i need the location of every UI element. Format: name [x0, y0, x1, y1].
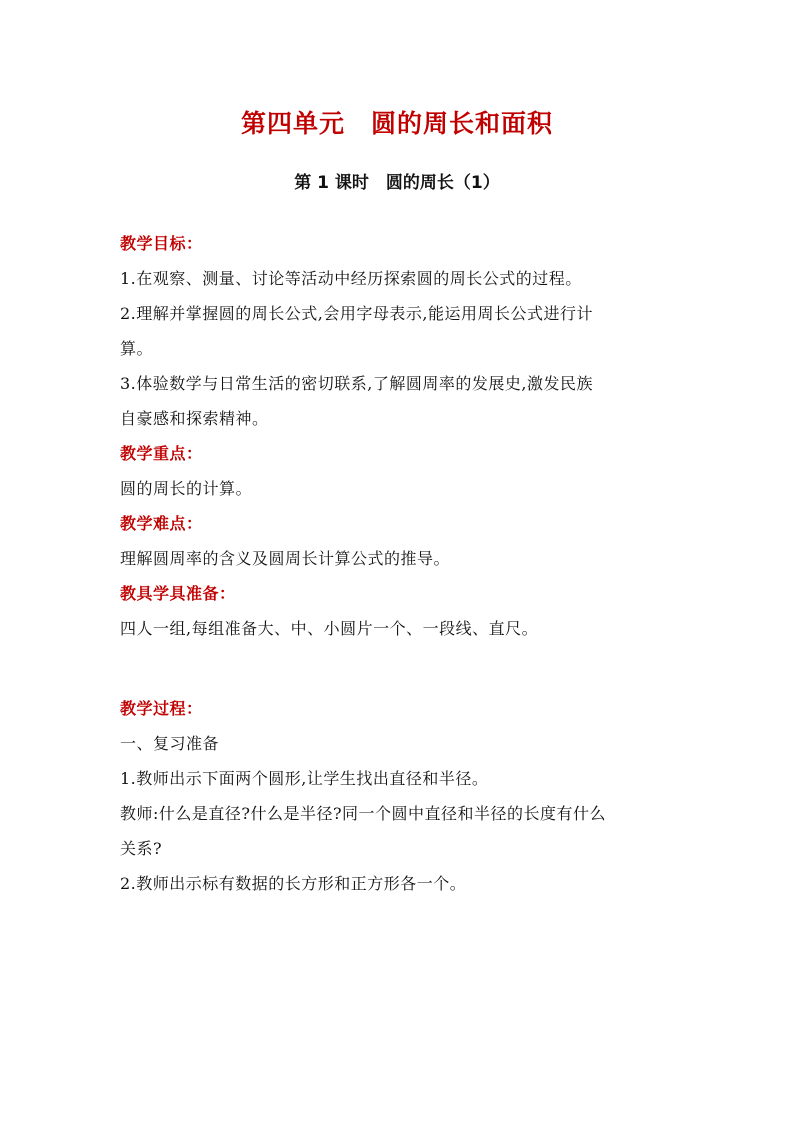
objectives-line-3: 算。 [120, 339, 154, 358]
objectives-line-4: 3.体验数学与日常生活的密切联系,了解圆周率的发展史,激发民族 [120, 374, 593, 393]
difficulties-heading: 教学难点： [120, 514, 203, 533]
process-line-5: 2.教师出示标有数据的长方形和正方形各一个。 [120, 874, 467, 893]
objectives-heading: 教学目标： [120, 234, 203, 253]
lesson-title: 第 1 课时 圆的周长（1） [294, 173, 500, 193]
process-line-2: 1.教师出示下面两个圆形,让学生找出直径和半径。 [120, 769, 489, 788]
materials-heading: 教具学具准备： [120, 584, 236, 603]
key-points-heading: 教学重点： [120, 444, 203, 463]
process-line-3: 教师:什么是直径?什么是半径?同一个圆中直径和半径的长度有什么 [120, 804, 607, 823]
objectives-line-5: 自豪感和探索精神。 [120, 409, 269, 428]
difficulties-line-1: 理解圆周率的含义及圆周长计算公式的推导。 [120, 549, 451, 568]
objectives-line-2: 2.理解并掌握圆的周长公式,会用字母表示,能运用周长公式进行计 [120, 304, 593, 323]
objectives-line-1: 1.在观察、测量、讨论等活动中经历探索圆的周长公式的过程。 [120, 269, 582, 288]
materials-line-1: 四人一组,每组准备大、中、小圆片一个、一段线、直尺。 [120, 619, 539, 638]
document-body [120, 226, 680, 901]
process-line-4: 关系? [120, 839, 163, 858]
section-gap [120, 646, 680, 691]
key-points-line-1: 圆的周长的计算。 [120, 479, 253, 498]
process-line-1: 一、复习准备 [120, 734, 220, 753]
unit-title: 第四单元 圆的周长和面积 [240, 109, 553, 138]
process-heading: 教学过程： [120, 699, 203, 718]
